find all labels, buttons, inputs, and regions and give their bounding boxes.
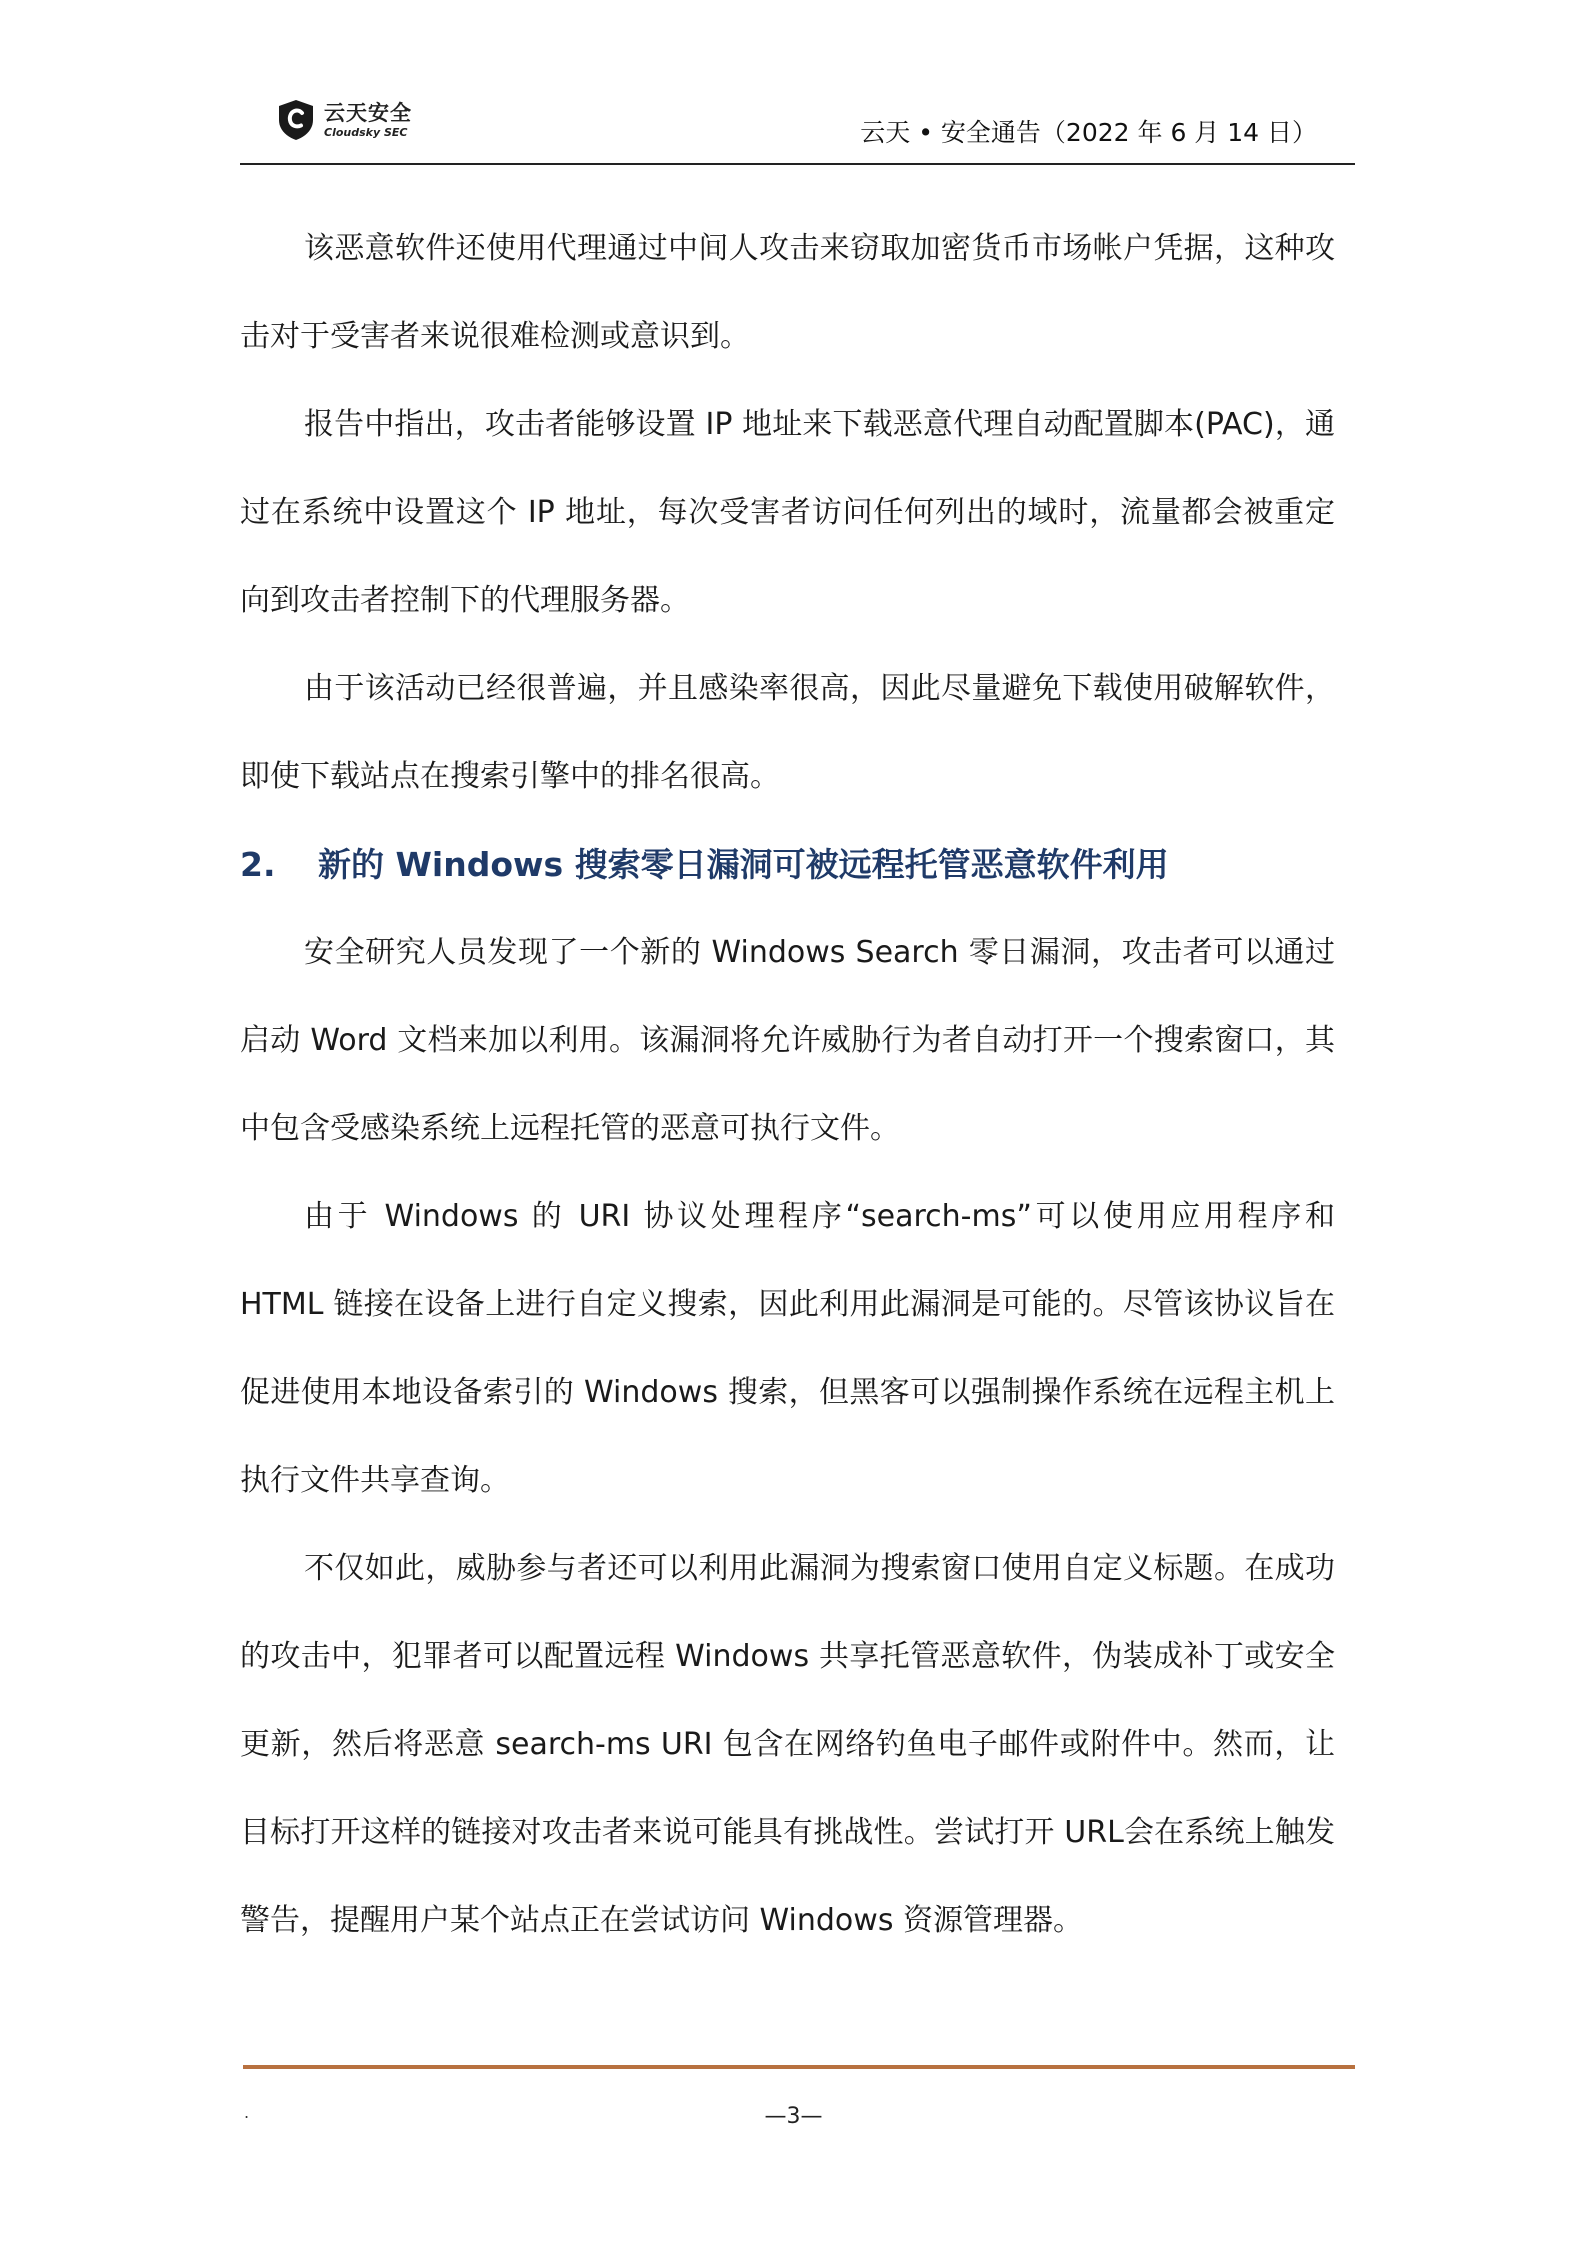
- paragraph: 不仅如此，威胁参与者还可以利用此漏洞为搜索窗口使用自定义标题。在成功的攻击中，犯罪者可以配置远程 Windows 共享托管恶意软件，伪装成补丁或安全更新，然后将恶意 search-ms URI 包含在网络钓鱼电子邮件或附件中。然而，让目标打开这样的链接对攻击者来说可能具有挑战性。尝试打开 URL会在系统上触发警告，提醒用户某个站点正在尝试访问 Windows 资源管理器。: [240, 1551, 1335, 1938]
- paragraph: 安全研究人员发现了一个新的 Windows Search 零日漏洞，攻击者可以通过启动 Word 文档来加以利用。该漏洞将允许威胁行为者自动打开一个搜索窗口，其中包含受感染系统上远程托管的恶意可执行文件。: [240, 935, 1335, 1146]
- page-header: [240, 95, 1355, 165]
- section-number: 2.: [240, 845, 276, 884]
- bulletin-title: 云天 • 安全通告（2022 年 6 月 14 日）: [860, 118, 1317, 147]
- footer-divider: [243, 2065, 1355, 2069]
- document-body: [240, 205, 1335, 1965]
- shield-logo-icon: [276, 98, 316, 142]
- company-logo: [276, 95, 412, 145]
- paragraph: 该恶意软件还使用代理通过中间人攻击来窃取加密货币市场帐户凭据，这种攻击对于受害者来说很难检测或意识到。: [240, 231, 1335, 354]
- paragraph: 由于 Windows 的 URI 协议处理程序“search-ms”可以使用应用程序和 HTML 链接在设备上进行自定义搜索，因此利用此漏洞是可能的。尽管该协议旨在促进使用本地设备索引的 Windows 搜索，但黑客可以强制操作系统在远程主机上执行文件共享查询。: [240, 1199, 1335, 1498]
- footer-dot: .: [244, 2103, 250, 2122]
- paragraph: 报告中指出，攻击者能够设置 IP 地址来下载恶意代理自动配置脚本(PAC)，通过在系统中设置这个 IP 地址，每次受害者访问任何列出的域时，流量都会被重定向到攻击者控制下的代理服务器。: [240, 407, 1335, 618]
- section-heading: [240, 821, 1335, 909]
- logo-chinese-name: 云天安全: [324, 100, 412, 125]
- section-title: 新的 Windows 搜索零日漏洞可被远程托管恶意软件利用: [318, 845, 1169, 884]
- page-number: —3—: [764, 2104, 823, 2129]
- logo-english-name: Cloudsky SEC: [324, 125, 408, 139]
- paragraph: 由于该活动已经很普遍，并且感染率很高，因此尽量避免下载使用破解软件，即使下载站点在搜索引擎中的排名很高。: [240, 671, 1335, 794]
